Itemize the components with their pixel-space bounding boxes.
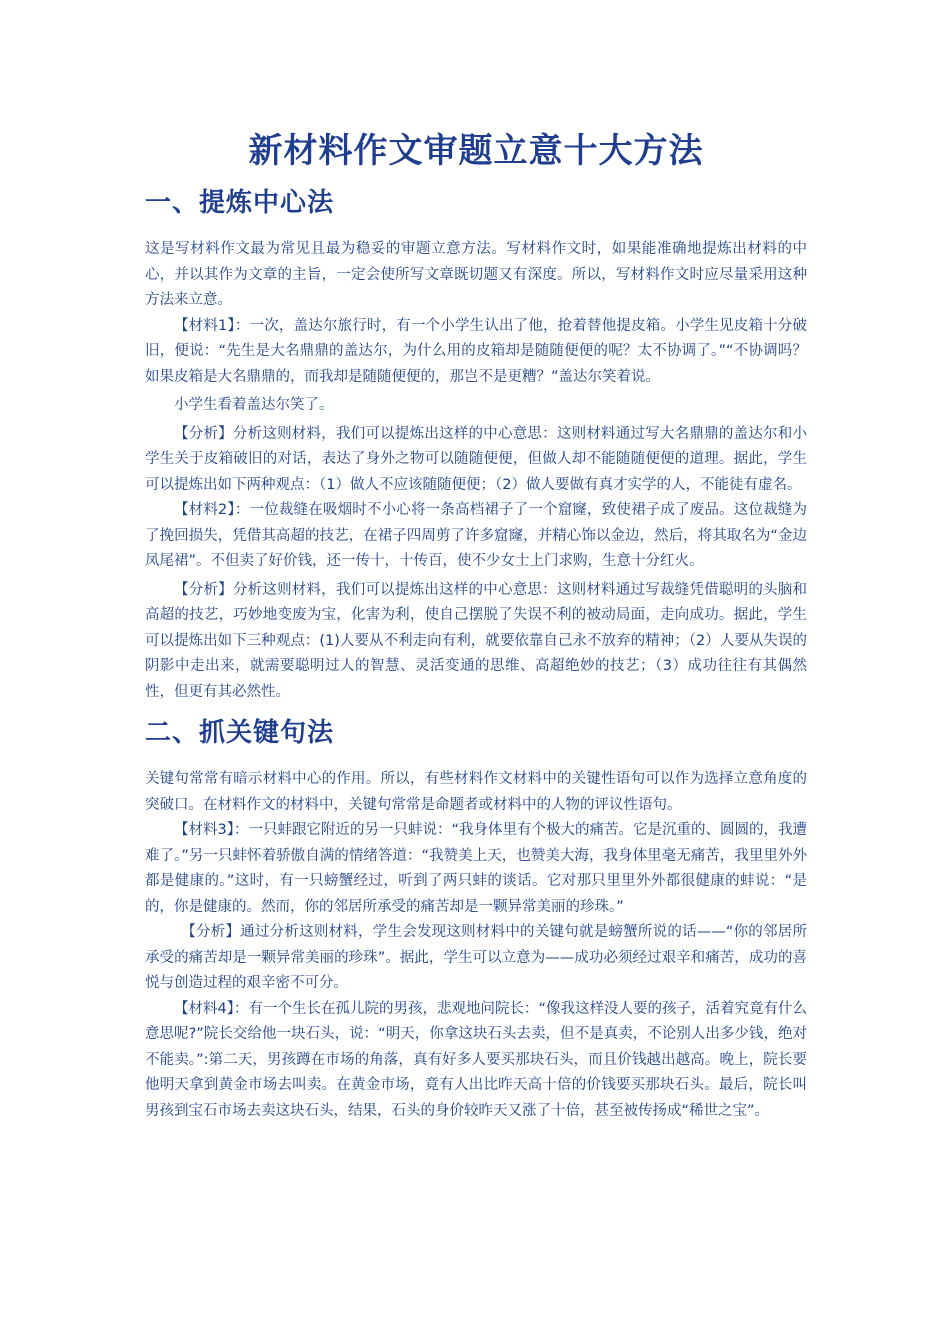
paragraph: 小学生看着盖达尔笑了。 xyxy=(174,397,334,413)
section-heading-1: 一、提炼中心法 xyxy=(145,188,335,218)
analysis-paragraph: 【分析】通过分析这则材料，学生会发现这则材料中的关键句就是螃蟹所说的话——“你的邻居所承受的痛苦却是一颗异常美丽的珍珠”。据此，学生可以立意为——成功必须经过艰辛和痛苦，成功的喜悦与创造过程的艰辛密不可分。 xyxy=(145,924,807,991)
document-body xyxy=(145,125,807,1124)
material-paragraph: 【材料1】：一次，盖达尔旅行时，有一个小学生认出了他，抢着替他提皮箱。小学生见皮箱十分破旧，便说：“先生是大名鼎鼎的盖达尔，为什么用的皮箱却是随随便便的呢？太不协调了。”“不协调吗？如果皮箱是大名鼎鼎的，而我却是随随便便的，那岂不是更糟？”盖达尔笑着说。 xyxy=(145,317,807,385)
material-paragraph: 【材料4】：有一个生长在孤儿院的男孩，悲观地问院长：“像我这样没人要的孩子，活着究竟有什么意思呢?”院长交给他一块石头，说：“明天，你拿这块石头去卖，但不是真卖，不论别人出多少钱，绝对不能卖。”:第二天，男孩蹲在市场的角落，真有好多人要买那块石头，而且价钱越出越高。晚上，院长要他明天拿到黄金市场去叫卖。在黄金市场，竟有人出比昨天高十倍的价钱要买那块石头。最后，院长叫男孩到宝石市场去卖这块石头，结果，石头的身价较昨天又涨了十倍，甚至被传扬成“稀世之宝”。 xyxy=(145,1000,807,1119)
material-paragraph: 【材料3】：一只蚌跟它附近的另一只蚌说：“我身体里有个极大的痛苦。它是沉重的、圆圆的，我遭难了。”另一只蚌怀着骄傲自满的情绪答道：“我赞美上天，也赞美大海，我身体里毫无痛苦，我里里外外都是健康的。”这时，有一只螃蟹经过，听到了两只蚌的谈话。它对那只里里外外都很健康的蚌说：“是的，你是健康的。然而，你的邻居所承受的痛苦却是一颗异常美丽的珍珠。” xyxy=(145,822,807,915)
document-title: 新材料作文审题立意十大方法 xyxy=(248,131,704,171)
analysis-paragraph: 【分析】分析这则材料，我们可以提炼出这样的中心意思：这则材料通过写大名鼎鼎的盖达尔和小学生关于皮箱破旧的对话，表达了身外之物可以随随便便，但做人却不能随随便便的道理。据此，学生可以提炼出如下两种观点：（1）做人不应该随随便便；（2）做人要做有真才实学的人，不能徒有虚名。 xyxy=(145,425,807,493)
analysis-paragraph: 【分析】分析这则材料，我们可以提炼出这样的中心意思：这则材料通过写裁缝凭借聪明的头脑和高超的技艺，巧妙地变废为宝，化害为利，使自己摆脱了失误不利的被动局面，走向成功。据此，学生可以提炼出如下三种观点：(1)人要从不利走向有利，就要依靠自己永不放弃的精神；（2）人要从失误的阴影中走出来，就需要聪明过人的智慧、灵活变通的思维、高超绝妙的技艺；（3）成功往往有其偶然性，但更有其必然性。 xyxy=(145,581,807,700)
section-heading-2: 二、抓关键句法 xyxy=(145,718,335,748)
paragraph: 这是写材料作文最为常见且最为稳妥的审题立意方法。写材料作文时，如果能准确地提炼出材料的中心，并以其作为文章的主旨，一定会使所写文章既切题又有深度。所以，写材料作文时应尽量采用这种方法来立意。 xyxy=(145,241,807,308)
material-paragraph: 【材料2】：一位裁缝在吸烟时不小心将一条高档裙子了一个窟窿，致使裙子成了废品。这位裁缝为了挽回损失，凭借其高超的技艺，在裙子四周剪了许多窟窿，并精心饰以金边，然后，将其取名为“金边凤尾裙”。不但卖了好价钱，还一传十，十传百，使不少女士上门求购，生意十分红火。 xyxy=(145,502,807,569)
paragraph: 关键句常常有暗示材料中心的作用。所以，有些材料作文材料中的关键性语句可以作为选择立意角度的突破口。在材料作文的材料中，关键句常常是命题者或材料中的人物的评议性语句。 xyxy=(145,771,807,813)
